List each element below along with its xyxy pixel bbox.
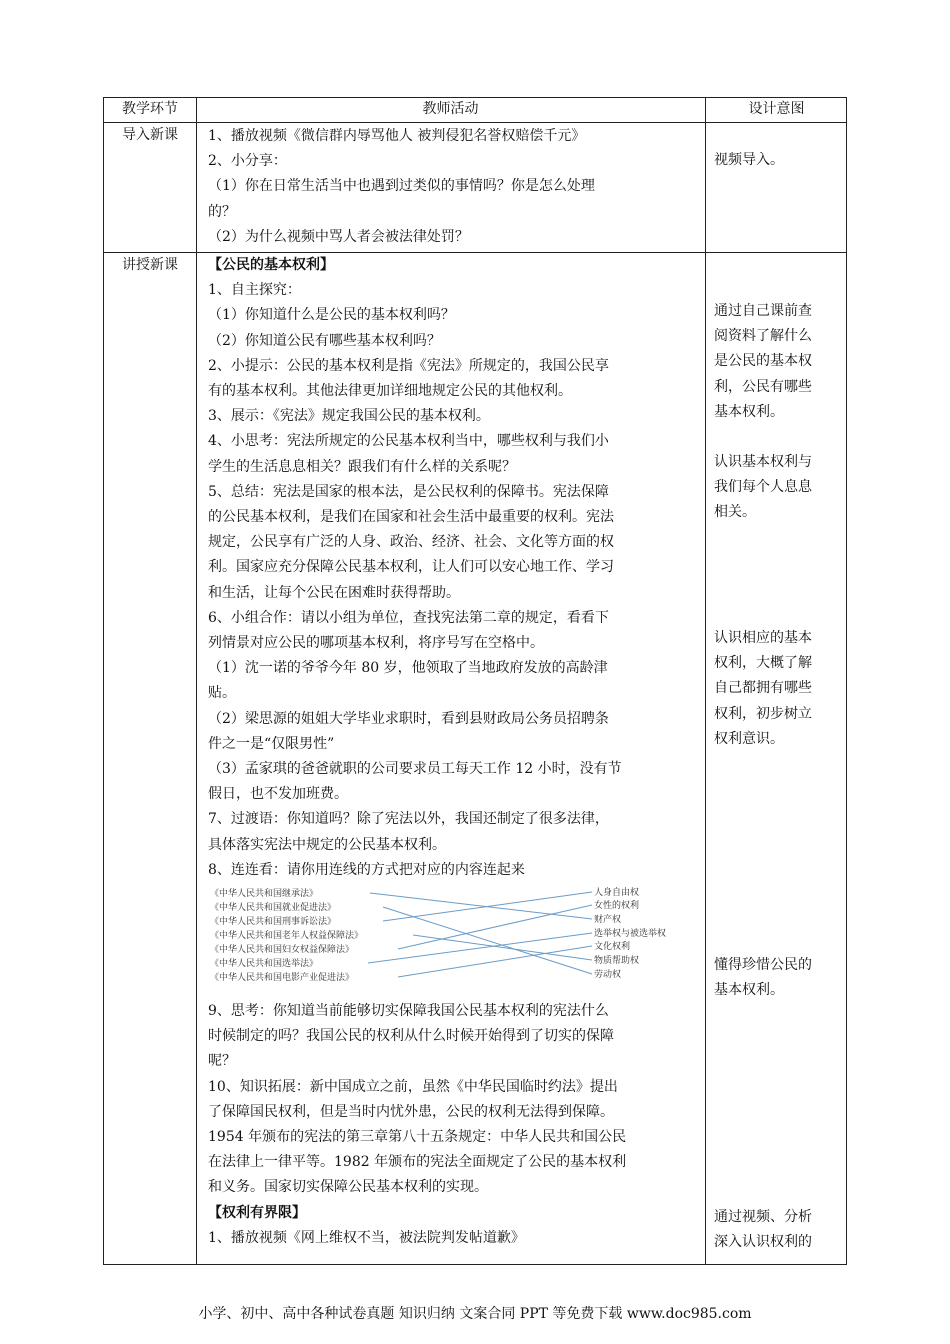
row1-intent: 视频导入。: [714, 152, 784, 168]
text-line: 列情景对应公民的哪项基本权利，将序号写在空格中。: [208, 635, 544, 652]
header-teacher-activity: 教师活动: [422, 101, 479, 117]
text-line: 是公民的基本权: [714, 353, 812, 370]
text-line: 相关。: [714, 504, 756, 521]
text-line: 通过视频、分析: [714, 1209, 812, 1225]
intent-block: [714, 450, 840, 526]
match-left-item: 《中华人民共和国刑事诉讼法》: [210, 917, 337, 927]
text-line: 件之一是“仅限男性”: [208, 735, 335, 752]
stage-label-teaching: 讲授新课: [122, 257, 178, 273]
stage-label-intro: 导入新课: [122, 127, 178, 143]
text-line: 基本权利。: [714, 982, 784, 999]
text-line: 具体落实宪法中规定的公民基本权利。: [208, 836, 446, 853]
text-line: 1、播放视频《网上维权不当，被法院判发帖道歉》: [208, 1229, 525, 1246]
match-left-item: 《中华人民共和国继承法》: [210, 889, 319, 899]
text-line: 1、播放视频《微信群内辱骂他人 被判侵犯名誉权赔偿千元》: [208, 128, 586, 144]
text-line: 懂得珍惜公民的: [714, 957, 812, 973]
text-line: 6、小组合作：请以小组为单位，查找宪法第二章的规定，看看下: [208, 609, 609, 626]
match-left-item: 《中华人民共和国电影产业促进法》: [210, 973, 355, 983]
text-line: 认识基本权利与: [714, 454, 812, 470]
text-line: 7、过渡语：你知道吗？除了宪法以外，我国还制定了很多法律，: [208, 811, 609, 828]
column-divider: [705, 98, 706, 1264]
text-line: 认识相应的基本: [714, 630, 812, 646]
text-line: 权利，大概了解: [714, 655, 812, 672]
intent-block: [714, 299, 840, 425]
text-line: （1）你知道什么是公民的基本权利吗？: [208, 307, 455, 324]
text-line: 权利，初步树立: [714, 705, 812, 722]
match-left-list: [210, 887, 363, 983]
text-line: 深入认识权利的: [714, 1234, 812, 1251]
match-right-item: 女性的权利: [594, 901, 640, 911]
row1-activity: [208, 124, 700, 250]
match-left-item: 《中华人民共和国老年人权益保障法》: [210, 931, 364, 941]
text-line: 2、小提示：公民的基本权利是指《宪法》所规定的，我国公民享: [208, 357, 609, 374]
text-line: 1954 年颁布的宪法的第三章第八十五条规定：中华人民共和国公民: [208, 1129, 627, 1146]
row-divider: [104, 122, 846, 123]
row2-activity-a: [208, 253, 700, 883]
page-footer: 小学、初中、高中各种试卷真题 知识归纳 文案合同 PPT 等免费下载 www.doc985.com: [198, 1306, 752, 1322]
text-line: 和生活，让每个公民在困难时获得帮助。: [208, 584, 460, 601]
text-line: 的？: [208, 203, 236, 220]
text-line: 1、自主探究：: [208, 282, 301, 299]
match-right-item: 物质帮助权: [594, 956, 640, 966]
text-line: （2）梁思源的姐姐大学毕业求职时，看到县财政局公务员招聘条: [208, 710, 609, 727]
header-design-intent: 设计意图: [748, 101, 805, 117]
header-stage: 教学环节: [122, 101, 178, 117]
text-line: 学生的生活息息相关？跟我们有什么样的关系呢？: [208, 458, 516, 475]
match-right-item: 选举权与被选举权: [594, 929, 667, 939]
text-line: 有的基本权利。其他法律更加详细地规定公民的其他权利。: [208, 383, 572, 400]
match-lines: [368, 892, 592, 977]
text-line: 10、知识拓展：新中国成立之前，虽然《中华民国临时约法》提出: [208, 1078, 618, 1095]
section-title: 【权利有界限】: [208, 1204, 306, 1221]
text-line: 了保障国民权利，但是当时内忧外患，公民的权利无法得到保障。: [208, 1103, 614, 1120]
text-line: 阅资料了解什么: [714, 328, 812, 345]
text-line: 呢？: [208, 1053, 236, 1070]
text-line: 9、思考：你知道当前能够切实保障我国公民基本权利的宪法什么: [208, 1003, 609, 1019]
text-line: （1）你在日常生活当中也遇到过类似的事情吗？你是怎么处理: [208, 178, 595, 195]
text-line: 利。国家应充分保障公民基本权利，让人们可以安心地工作、学习: [208, 559, 614, 576]
text-line: 的公民基本权利，是我们在国家和社会生活中最重要的权利。宪法: [208, 509, 614, 526]
intent-block: [714, 626, 840, 752]
text-line: 在法律上一律平等。1982 年颁布的宪法全面规定了公民的基本权利: [208, 1154, 627, 1171]
match-right-list: [594, 886, 666, 980]
text-line: 和义务。国家切实保障公民基本权利的实现。: [208, 1179, 488, 1196]
match-line: [413, 935, 592, 960]
match-line: [398, 946, 592, 977]
match-left-item: 《中华人民共和国妇女权益保障法》: [210, 945, 355, 955]
text-line: 5、总结：宪法是国家的根本法，是公民权利的保障书。宪法保障: [208, 483, 609, 500]
text-line: 我们每个人息息: [714, 479, 812, 496]
match-right-item: 人身自由权: [594, 888, 640, 898]
text-line: （2）为什么视频中骂人者会被法律处罚？: [208, 228, 469, 245]
match-right-item: 财产权: [594, 915, 622, 925]
text-line: 基本权利。: [714, 403, 784, 420]
intent-block: [714, 953, 840, 1003]
intent-block: [714, 1205, 840, 1255]
text-line: 时候制定的吗？我国公民的权利从什么时候开始得到了切实的保障: [208, 1028, 614, 1045]
text-line: 自己都拥有哪些: [714, 680, 812, 697]
text-line: （1）沈一诺的爷爷今年 80 岁，他领取了当地政府发放的高龄津: [208, 660, 608, 677]
text-line: （2）你知道公民有哪些基本权利吗？: [208, 332, 441, 349]
match-right-item: 劳动权: [594, 970, 622, 980]
text-line: （3）孟家琪的爸爸就职的公司要求员工每天工作 12 小时，没有节: [208, 761, 622, 778]
column-divider: [196, 98, 197, 1264]
text-line: 贴。: [208, 685, 236, 702]
lesson-plan-table: [103, 97, 847, 1265]
match-left-item: 《中华人民共和国选举法》: [210, 959, 319, 969]
text-line: 8、连连看：请你用连线的方式把对应的内容连起来: [208, 861, 525, 878]
match-right-item: 文化权利: [594, 942, 631, 952]
text-line: 4、小思考：宪法所规定的公民基本权利当中，哪些权利与我们小: [208, 433, 609, 450]
text-line: 通过自己课前查: [714, 303, 812, 319]
match-line: [383, 892, 592, 921]
text-line: 权利意识。: [714, 730, 784, 747]
text-line: 假日，也不发加班费。: [208, 786, 348, 803]
text-line: 2、小分享：: [208, 153, 287, 170]
matching-exercise-figure: [208, 884, 688, 992]
row2-activity-b: [208, 999, 700, 1251]
text-line: 规定，公民享有广泛的人身、政治、经济、社会、文化等方面的权: [208, 534, 614, 551]
text-line: 利，公民有哪些: [714, 378, 812, 395]
match-left-item: 《中华人民共和国就业促进法》: [210, 903, 337, 913]
section-title: 【公民的基本权利】: [208, 257, 334, 273]
text-line: 3、展示：《宪法》规定我国公民的基本权利。: [208, 408, 490, 425]
